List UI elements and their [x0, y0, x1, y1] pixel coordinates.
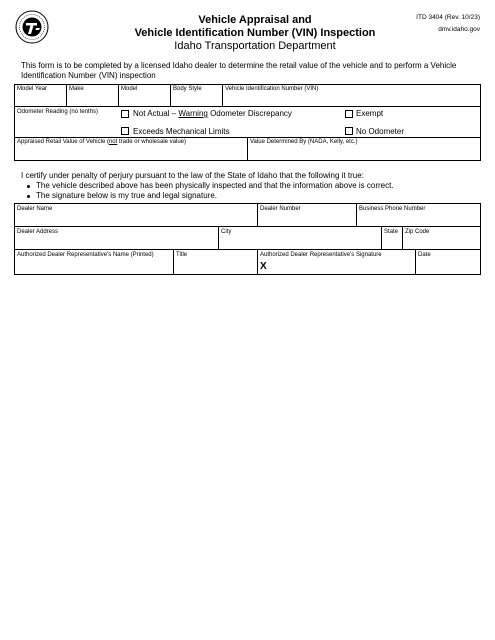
state-label: State: [384, 229, 399, 235]
exempt-label: Exempt: [356, 109, 384, 118]
rep-name-field[interactable]: [14, 249, 173, 275]
body-style-label: Body Style: [173, 86, 202, 92]
form-number: ITD 3404 (Rev. 10/23): [416, 14, 480, 21]
form-title-line1: Vehicle Appraisal and: [198, 14, 312, 26]
exempt-checkbox[interactable]: [345, 110, 353, 118]
dealer-name-label: Dealer Name: [17, 206, 53, 212]
make-label: Make: [69, 86, 84, 92]
odometer-label: Odometer Reading (no tenths): [17, 109, 99, 115]
website-link[interactable]: dmv.idaho.gov: [438, 26, 480, 33]
no-odometer-checkbox[interactable]: [345, 127, 353, 135]
business-phone-field[interactable]: [356, 203, 481, 226]
odometer-reading-field[interactable]: [14, 106, 114, 137]
city-label: City: [221, 229, 232, 235]
certification-bullet: The vehicle described above has been physically inspected and that the information above is correct.: [36, 181, 394, 190]
value-determined-by-label: Value Determined By (NADA, Kelly, etc.): [250, 139, 358, 145]
title-field[interactable]: [173, 249, 257, 275]
certification-bullet: The signature below is my true and legal signature.: [36, 191, 217, 200]
model-field[interactable]: [118, 84, 170, 106]
value-determined-by-field[interactable]: [247, 137, 481, 161]
bullet-dot: [27, 185, 30, 188]
exceeds-limits-checkbox[interactable]: [121, 127, 129, 135]
department-name: Idaho Transportation Department: [174, 40, 336, 52]
signature-label: Authorized Dealer Representative’s Signature: [260, 252, 382, 258]
retail-value-label: Appraised Retail Value of Vehicle (not trade or wholesale value): [17, 139, 187, 145]
idaho-seal-logo: [15, 10, 49, 44]
model-label: Model: [121, 86, 138, 92]
not-actual-checkbox[interactable]: [121, 110, 129, 118]
not-actual-label: Not Actual – Warning Odometer Discrepancy: [133, 109, 292, 118]
city-field[interactable]: [218, 226, 381, 249]
date-label: Date: [418, 252, 431, 258]
retail-value-field[interactable]: [14, 137, 247, 161]
no-odometer-label: No Odometer: [356, 127, 405, 136]
form-title-line2: Vehicle Identification Number (VIN) Inspection: [134, 27, 376, 39]
dealer-number-label: Dealer Number: [260, 206, 301, 212]
signature-x-mark: X: [260, 261, 267, 272]
vin-field[interactable]: [222, 84, 481, 106]
make-field[interactable]: [66, 84, 118, 106]
intro-text: This form is to be completed by a licensed Idaho dealer to determine the retail value of the vehicle and to perform a Vehicle Identification Number (VIN) inspection: [21, 61, 457, 80]
title-label: Title: [176, 252, 188, 258]
zip-code-field[interactable]: [402, 226, 481, 249]
zip-code-label: Zip Code: [405, 229, 430, 235]
dealer-name-field[interactable]: [14, 203, 257, 226]
exceeds-limits-label: Exceeds Mechanical Limits: [133, 127, 230, 136]
model-year-label: Model Year: [17, 86, 48, 92]
bullet-dot: [27, 195, 30, 198]
dealer-address-field[interactable]: [14, 226, 218, 249]
date-field[interactable]: [415, 249, 481, 275]
body-style-field[interactable]: [170, 84, 222, 106]
dealer-number-field[interactable]: [257, 203, 356, 226]
certification-statement: I certify under penalty of perjury pursuant to the law of the State of Idaho that the following it true:: [21, 171, 364, 180]
signature-field[interactable]: [257, 249, 415, 275]
vin-label: Vehicle Identification Number (VIN): [225, 86, 319, 92]
dealer-address-label: Dealer Address: [17, 229, 59, 235]
rep-name-label: Authorized Dealer Representative’s Name (Printed): [17, 252, 154, 258]
model-year-field[interactable]: [14, 84, 66, 106]
business-phone-label: Business Phone Number: [359, 206, 426, 212]
state-field[interactable]: [381, 226, 402, 249]
